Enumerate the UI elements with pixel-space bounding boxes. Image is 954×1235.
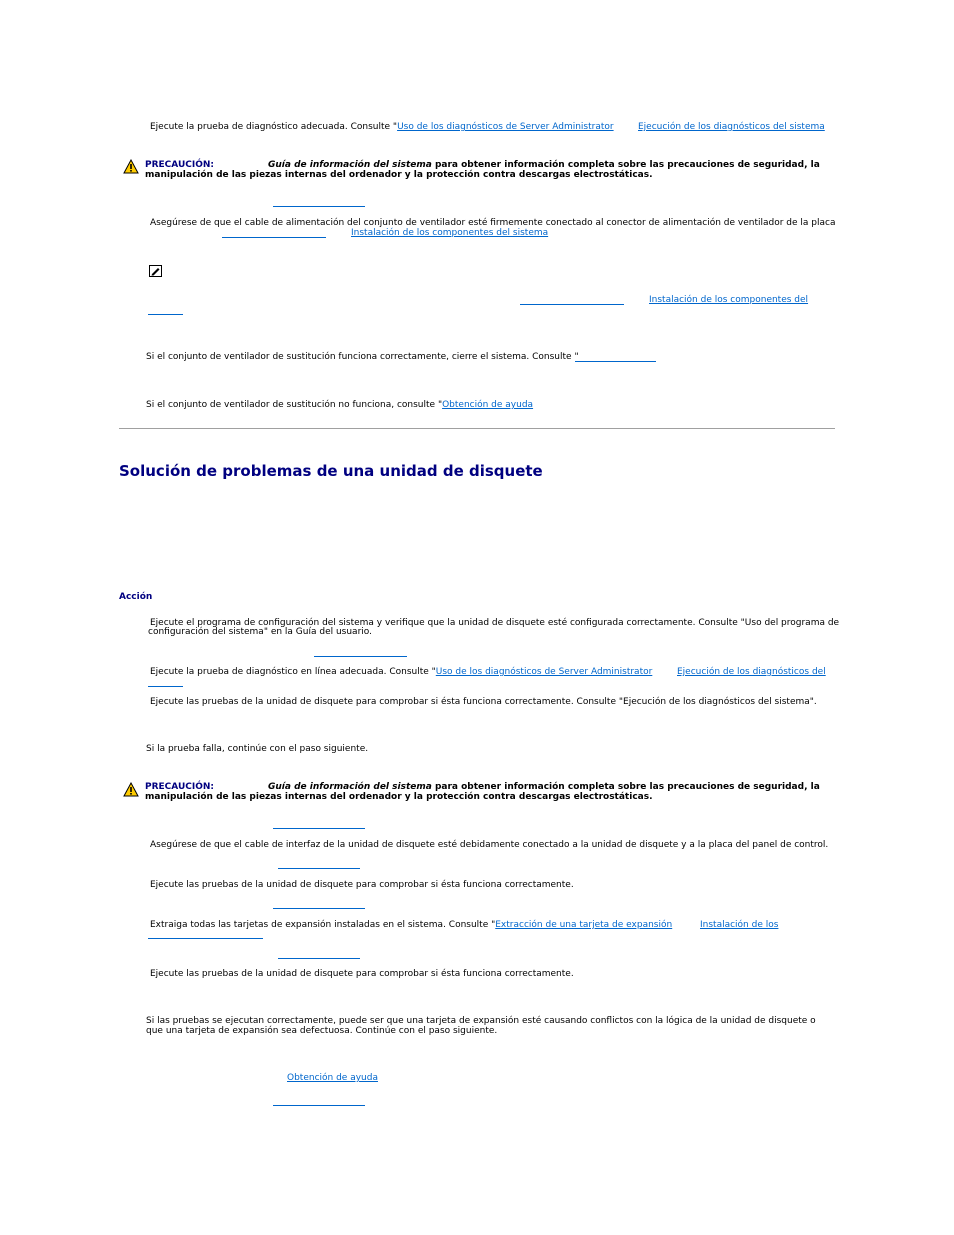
caution-line-1 (145, 160, 214, 170)
step-setup-line-1: Ejecute el programa de configuración del sistema y verifique que la unidad de disquete esté configurada correctamente. Consulte "Uso del programa de (150, 618, 840, 628)
caution-icon (123, 159, 139, 174)
caution-line-2: manipulación de las piezas internas del ordenador y la protección contra descargas electrostáticas. (145, 792, 653, 802)
action-label: Acción (119, 592, 153, 602)
link-sa-diagnostics[interactable]: Uso de los diagnósticos de Server Administrator (435, 667, 653, 677)
link-system-diagnostics[interactable]: Ejecución de los diagnósticos del sistema (638, 122, 825, 132)
caution-guide-title: Guía de información del sistema (268, 160, 432, 170)
hidden-link[interactable] (278, 868, 360, 869)
caution-label: PRECAUCIÓN: (145, 160, 215, 170)
hidden-link[interactable] (273, 908, 365, 909)
caution-text-1: Guía de información del sistema para obtener información completa sobre las precauciones de seguridad, la (268, 160, 820, 170)
step-floppy-tests: Ejecute las pruebas de la unidad de disquete para comprobar si ésta funciona correctamente. Consulte "Ejecución de los diagnósticos del sistema". (150, 697, 817, 707)
step-online-test: Ejecute la prueba de diagnóstico en línea adecuada. Consulte "Uso de los diagnósticos de Server Administrator (150, 667, 653, 677)
link-sa-diagnostics[interactable]: Uso de los diagnósticos de Server Administrator (397, 122, 614, 132)
step-setup-line-2: configuración del sistema" en la Guía del usuario. (148, 627, 372, 637)
hidden-link[interactable] (273, 206, 365, 207)
caution-text-1: Guía de información del sistema para obtener información completa sobre las precauciones de seguridad, la (268, 782, 820, 792)
hidden-link[interactable] (314, 656, 407, 657)
result-pass-line-2: que una tarjeta de expansión sea defectuosa. Continúe con el paso siguiente. (146, 1026, 498, 1036)
hidden-link[interactable] (278, 958, 360, 959)
caution-icon (123, 782, 139, 797)
caution-guide-title: Guía de información del sistema (268, 782, 432, 792)
section-heading: Solución de problemas de una unidad de disquete (119, 462, 543, 480)
step-run-diagnostic: Ejecute la prueba de diagnóstico adecuada. Consulte "Uso de los diagnósticos de Server Administrator (150, 122, 614, 132)
result-ok: Si el conjunto de ventilador de sustitución funciona correctamente, cierre el sistema. Consulte " (146, 352, 579, 362)
hidden-link[interactable] (273, 828, 365, 829)
link-get-help[interactable]: Obtención de ayuda (442, 400, 534, 410)
result-fail-continue: Si la prueba falla, continúe con el paso siguiente. (146, 744, 369, 754)
caution-label: PRECAUCIÓN: (145, 782, 215, 792)
link-install-partial[interactable]: Instalación de los (700, 920, 779, 930)
step-run-floppy-tests: Ejecute las pruebas de la unidad de disquete para comprobar si ésta funciona correctamente. (150, 880, 574, 890)
link-system-diagnostics-partial[interactable]: Ejecución de los diagnósticos del (677, 667, 826, 677)
caution-line-2: manipulación de las piezas internas del ordenador y la protección contra descargas electrostáticas. (145, 170, 653, 180)
section-divider (119, 428, 835, 429)
result-fail: Si el conjunto de ventilador de sustitución no funciona, consulte "Obtención de ayuda (146, 400, 534, 410)
link-install-components-partial[interactable]: Instalación de los componentes del (649, 295, 809, 305)
hidden-link[interactable] (222, 237, 326, 238)
step-run-floppy-tests-2: Ejecute las pruebas de la unidad de disquete para comprobar si ésta funciona correctamente. (150, 969, 574, 979)
hidden-link[interactable] (148, 938, 263, 939)
step-remove-cards: Extraiga todas las tarjetas de expansión instaladas en el sistema. Consulte "Extracción de una tarjeta de expansión (150, 920, 673, 930)
link-install-components[interactable]: Instalación de los componentes del sistema (351, 228, 549, 238)
link-remove-expansion-card[interactable]: Extracción de una tarjeta de expansión (495, 920, 673, 930)
link-get-help[interactable]: Obtención de ayuda (287, 1073, 378, 1083)
hidden-link[interactable] (575, 361, 656, 362)
result-pass-line-1: Si las pruebas se ejecutan correctamente, puede ser que una tarjeta de expansión esté causando conflictos con la lógica de la unidad de disquete o (146, 1016, 816, 1026)
caution-line-1 (145, 782, 214, 792)
hidden-link[interactable] (148, 686, 183, 687)
note-icon (149, 265, 162, 277)
hidden-link[interactable] (273, 1105, 365, 1106)
step-fan-power-cable: Asegúrese de que el cable de alimentación del conjunto de ventilador esté firmemente conectado al conector de alimentación de ventilador de la placa (150, 218, 836, 228)
step-interface-cable: Asegúrese de que el cable de interfaz de la unidad de disquete esté debidamente conectado a la unidad de disquete y a la placa del panel de control. (150, 840, 829, 850)
hidden-link[interactable] (520, 304, 624, 305)
hidden-link[interactable] (148, 314, 183, 315)
